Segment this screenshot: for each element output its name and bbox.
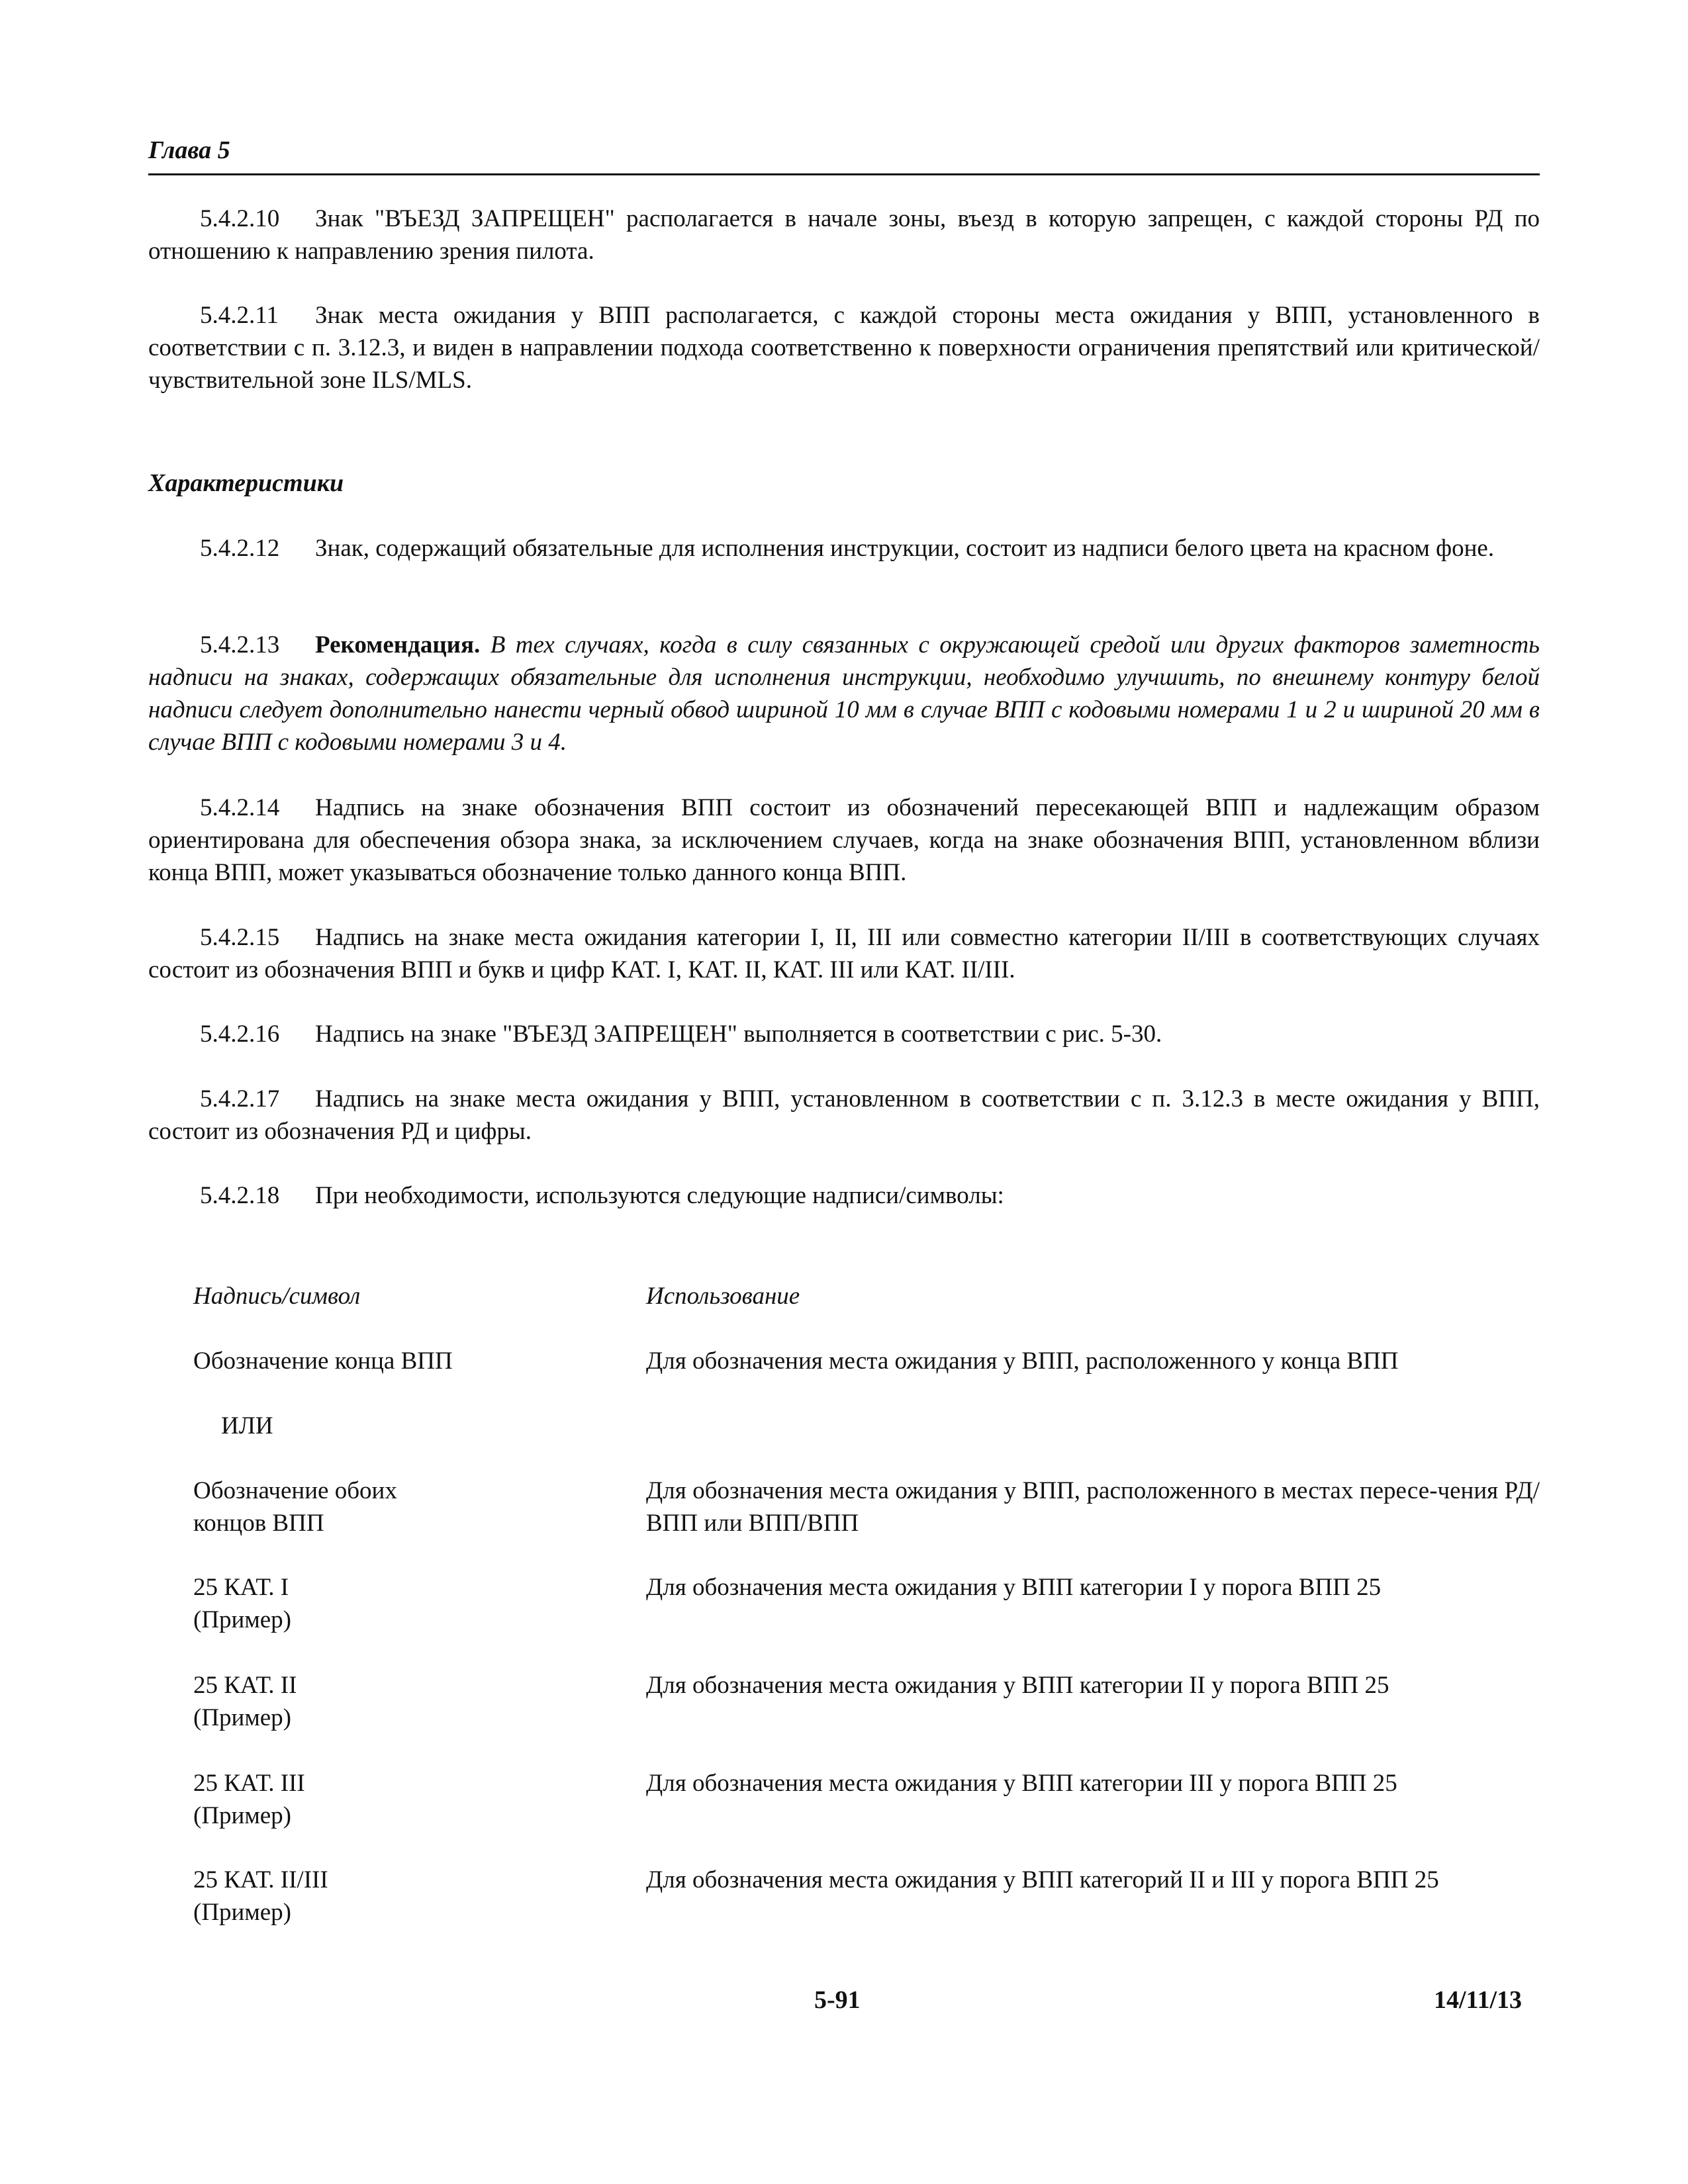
symbol-text: 25 КАТ. III: [193, 1770, 305, 1797]
symbol-text: 25 КАТ. I: [193, 1574, 289, 1601]
paragraph-5-4-2-11: [148, 299, 1540, 396]
paragraph-5-4-2-18: [148, 1179, 1540, 1212]
table-cell-or: ИЛИ: [221, 1412, 273, 1439]
page-number: 5-91: [814, 1986, 861, 2014]
header-rule: [148, 173, 1540, 175]
page-date: 14/11/13: [1434, 1986, 1523, 2014]
example-label: (Пример): [193, 1606, 291, 1633]
table-cell-usage: Для обозначения места ожидания у ВПП, расположенного в местах пересе-чения РД/ВПП или ВПП/ВПП: [646, 1477, 1540, 1537]
table-cell-symbol: [193, 1669, 604, 1734]
paragraph-text: Надпись на знаке места ожидания категории I, II, III или совместно категории II/III в соответствующих случаях состоит из обозначения ВПП и букв и цифр КАТ. I, КАТ. II, КАТ. III или КАТ. II/III.: [148, 924, 1540, 983]
paragraph-number: 5.4.2.12: [200, 535, 280, 562]
table-cell-usage: Для обозначения места ожидания у ВПП категорий II и III у порога ВПП 25: [646, 1866, 1439, 1893]
paragraph-5-4-2-14: [148, 792, 1540, 889]
paragraph-5-4-2-17: [148, 1083, 1540, 1148]
table-cell-symbol: Обозначение обоих концов ВПП: [193, 1477, 397, 1537]
recommendation-label: Рекомендация.: [315, 631, 481, 659]
example-label: (Пример): [193, 1704, 291, 1731]
table-cell-symbol: [193, 1767, 604, 1832]
symbol-text: 25 КАТ. II: [193, 1672, 297, 1699]
paragraph-5-4-2-15: [148, 921, 1540, 986]
chapter-title: Глава 5: [148, 136, 230, 164]
paragraph-5-4-2-10: [148, 203, 1540, 267]
paragraph-number: 5.4.2.14: [200, 794, 280, 821]
paragraph-number: 5.4.2.16: [200, 1021, 280, 1048]
paragraph-number: 5.4.2.11: [200, 302, 279, 329]
paragraph-text: Знак места ожидания у ВПП располагается, с каждой стороны места ожидания у ВПП, установленного в соответствии с п. 3.12.3, и виден в направлении подхода соответственно к поверхности ограничения препятствий или критической/чувствительной зоне ILS/MLS.: [148, 302, 1540, 394]
table-cell-symbol: [193, 1571, 604, 1636]
symbol-text: 25 КАТ. II/III: [193, 1866, 328, 1893]
paragraph-number: 5.4.2.10: [200, 205, 280, 232]
paragraph-text: При необходимости, используются следующие надписи/символы:: [315, 1182, 1004, 1209]
paragraph-number: 5.4.2.13: [200, 631, 280, 659]
paragraph-number: 5.4.2.15: [200, 924, 280, 951]
table-cell-usage: Для обозначения места ожидания у ВПП категории II у порога ВПП 25: [646, 1672, 1389, 1699]
example-label: (Пример): [193, 1802, 291, 1829]
example-label: (Пример): [193, 1899, 291, 1926]
table-cell-symbol: [193, 1864, 604, 1929]
table-cell-usage: Для обозначения места ожидания у ВПП категории I у порога ВПП 25: [646, 1574, 1382, 1601]
table-cell-usage: Для обозначения места ожидания у ВПП категории III у порога ВПП 25: [646, 1770, 1397, 1797]
paragraph-5-4-2-12: [148, 532, 1540, 565]
table-header-symbol: Надпись/символ: [193, 1283, 361, 1310]
table-cell-usage: Для обозначения места ожидания у ВПП, расположенного у конца ВПП: [646, 1347, 1399, 1375]
paragraph-text: Знак "ВЪЕЗД ЗАПРЕЩЕН" располагается в начале зоны, въезд в которую запрещен, с каждой стороны РД по отношению к направлению зрения пилота.: [148, 205, 1540, 265]
paragraph-text: Надпись на знаке обозначения ВПП состоит из обозначений пересекающей ВПП и надлежащим образом ориентирована для обеспечения обзора знака, за исключением случаев, когда на знаке обозначения ВПП, установленном вблизи конца ВПП, может указываться обозначение только данного конца ВПП.: [148, 794, 1540, 886]
table-cell-symbol: Обозначение конца ВПП: [193, 1347, 453, 1375]
paragraph-5-4-2-16: [148, 1018, 1540, 1050]
paragraph-number: 5.4.2.18: [200, 1182, 280, 1209]
paragraph-text: Надпись на знаке места ожидания у ВПП, установленном в соответствии с п. 3.12.3 в месте ожидания у ВПП, состоит из обозначения РД и цифры.: [148, 1085, 1540, 1145]
section-heading: Характеристики: [148, 469, 344, 497]
paragraph-number: 5.4.2.17: [200, 1085, 280, 1113]
paragraph-5-4-2-13: [148, 629, 1540, 758]
paragraph-text: Надпись на знаке "ВЪЕЗД ЗАПРЕЩЕН" выполняется в соответствии с рис. 5-30.: [315, 1021, 1162, 1048]
table-header-usage: Использование: [646, 1283, 800, 1310]
paragraph-text: В тех случаях, когда в силу связанных с окружающей средой или других факторов заметность надписи на знаках, содержащих обязательные для исполнения инструкции, необходимо улучшить, по внешнему контуру белой надписи следует дополнительно нанести черный обвод шириной 10 мм в случае ВПП с кодовыми номерами 1 и 2 и шириной 20 мм в случае ВПП с кодовыми номерами 3 и 4.: [148, 631, 1540, 756]
paragraph-text: Знак, содержащий обязательные для исполнения инструкции, состоит из надписи белого цвета на красном фоне.: [315, 535, 1495, 562]
